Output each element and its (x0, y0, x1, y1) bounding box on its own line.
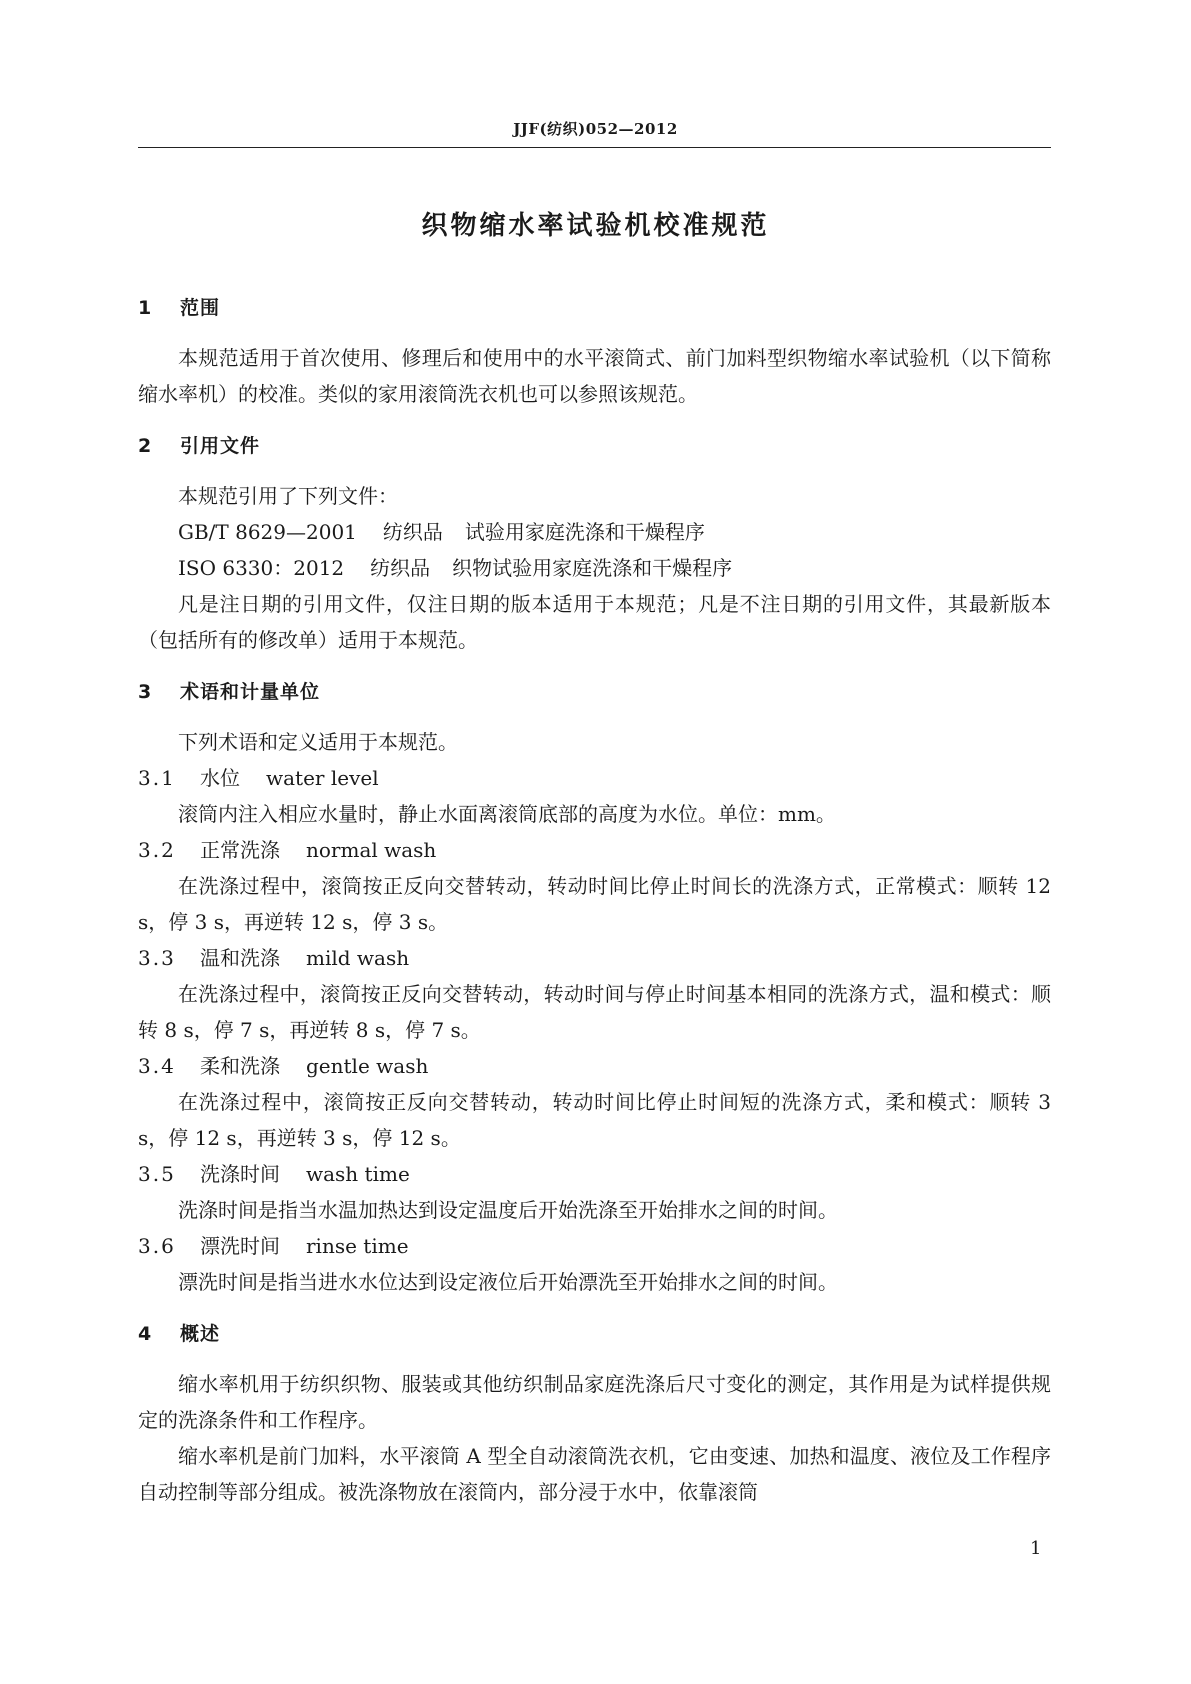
section-title: 范围 (180, 297, 221, 319)
section-title: 概述 (180, 1323, 221, 1345)
reference-item (138, 550, 1051, 586)
term-english: water level (266, 766, 379, 790)
term-english: normal wash (306, 838, 437, 862)
section-number: 3 (138, 681, 153, 703)
term-heading (138, 1228, 1051, 1264)
term-definition: 在洗涤过程中，滚筒按正反向交替转动，转动时间比停止时间短的洗涤方式，柔和模式：顺转 3 s，停 12 s，再逆转 3 s，停 12 s。 (138, 1090, 1051, 1150)
paragraph: 缩水率机用于纺织织物、服装或其他纺织制品家庭洗涤后尺寸变化的测定，其作用是为试样提供规定的洗涤条件和工作程序。 (138, 1372, 1051, 1432)
standard-code: JJF(纺织)052—2012 (513, 120, 678, 138)
section-number: 2 (138, 435, 153, 457)
term-chinese: 洗涤时间 (200, 1162, 280, 1186)
term-number: 3.3 (138, 946, 176, 970)
term-definition: 漂洗时间是指当进水水位达到设定液位后开始漂洗至开始排水之间的时间。 (178, 1270, 838, 1294)
section-title: 术语和计量单位 (180, 681, 321, 703)
section-heading-scope (138, 290, 1051, 326)
term-english: gentle wash (306, 1054, 429, 1078)
paragraph: 本规范适用于首次使用、修理后和使用中的水平滚筒式、前门加料型织物缩水率试验机（以下简称缩水率机）的校准。类似的家用滚筒洗衣机也可以参照该规范。 (138, 346, 1051, 406)
term-number: 3.1 (138, 766, 176, 790)
term-heading (138, 940, 1051, 976)
term-english: mild wash (306, 946, 410, 970)
document-body (138, 290, 1051, 1510)
section-number: 1 (138, 297, 153, 319)
term-english: rinse time (306, 1234, 409, 1258)
term-number: 3.5 (138, 1162, 176, 1186)
term-chinese: 水位 (200, 766, 240, 790)
document-title: 织物缩水率试验机校准规范 (421, 211, 770, 241)
term-heading (138, 832, 1051, 868)
term-chinese: 漂洗时间 (200, 1234, 280, 1258)
term-chinese: 温和洗涤 (200, 946, 280, 970)
term-definition: 在洗涤过程中，滚筒按正反向交替转动，转动时间比停止时间长的洗涤方式，正常模式：顺转 12 s，停 3 s，再逆转 12 s，停 3 s。 (138, 874, 1051, 934)
term-english: wash time (306, 1162, 410, 1186)
term-chinese: 柔和洗涤 (200, 1054, 280, 1078)
term-definition: 在洗涤过程中，滚筒按正反向交替转动，转动时间与停止时间基本相同的洗涤方式，温和模式：顺转 8 s，停 7 s，再逆转 8 s，停 7 s。 (138, 982, 1051, 1042)
paragraph: 缩水率机是前门加料，水平滚筒 A 型全自动滚筒洗衣机，它由变速、加热和温度、液位及工作程序自动控制等部分组成。被洗涤物放在滚筒内，部分浸于水中，依靠滚筒 (138, 1444, 1051, 1504)
reference-code: GB/T 8629—2001 (178, 520, 357, 544)
term-heading (138, 1048, 1051, 1084)
term-heading (138, 1156, 1051, 1192)
paragraph: 下列术语和定义适用于本规范。 (178, 730, 458, 754)
term-heading (138, 760, 1051, 796)
reference-title: 试验用家庭洗涤和干燥程序 (464, 520, 705, 544)
reference-category: 纺织品 (370, 556, 431, 580)
page-number: 1 (1030, 1538, 1042, 1559)
header-rule (138, 147, 1051, 148)
reference-title: 织物试验用家庭洗涤和干燥程序 (452, 556, 733, 580)
term-number: 3.2 (138, 838, 176, 862)
reference-code: ISO 6330：2012 (178, 556, 345, 580)
section-heading-terms (138, 674, 1051, 710)
term-number: 3.4 (138, 1054, 176, 1078)
reference-category: 纺织品 (382, 520, 443, 544)
section-heading-overview (138, 1316, 1051, 1352)
term-definition: 滚筒内注入相应水量时，静止水面离滚筒底部的高度为水位。单位：mm。 (178, 802, 836, 826)
term-number: 3.6 (138, 1234, 176, 1258)
reference-item (138, 514, 1051, 550)
section-title: 引用文件 (180, 435, 261, 457)
term-definition: 洗涤时间是指当水温加热达到设定温度后开始洗涤至开始排水之间的时间。 (178, 1198, 838, 1222)
section-heading-references (138, 428, 1051, 464)
paragraph: 本规范引用了下列文件： (178, 484, 398, 508)
section-number: 4 (138, 1323, 153, 1345)
paragraph: 凡是注日期的引用文件，仅注日期的版本适用于本规范；凡是不注日期的引用文件，其最新版本（包括所有的修改单）适用于本规范。 (138, 592, 1051, 652)
term-chinese: 正常洗涤 (200, 838, 280, 862)
